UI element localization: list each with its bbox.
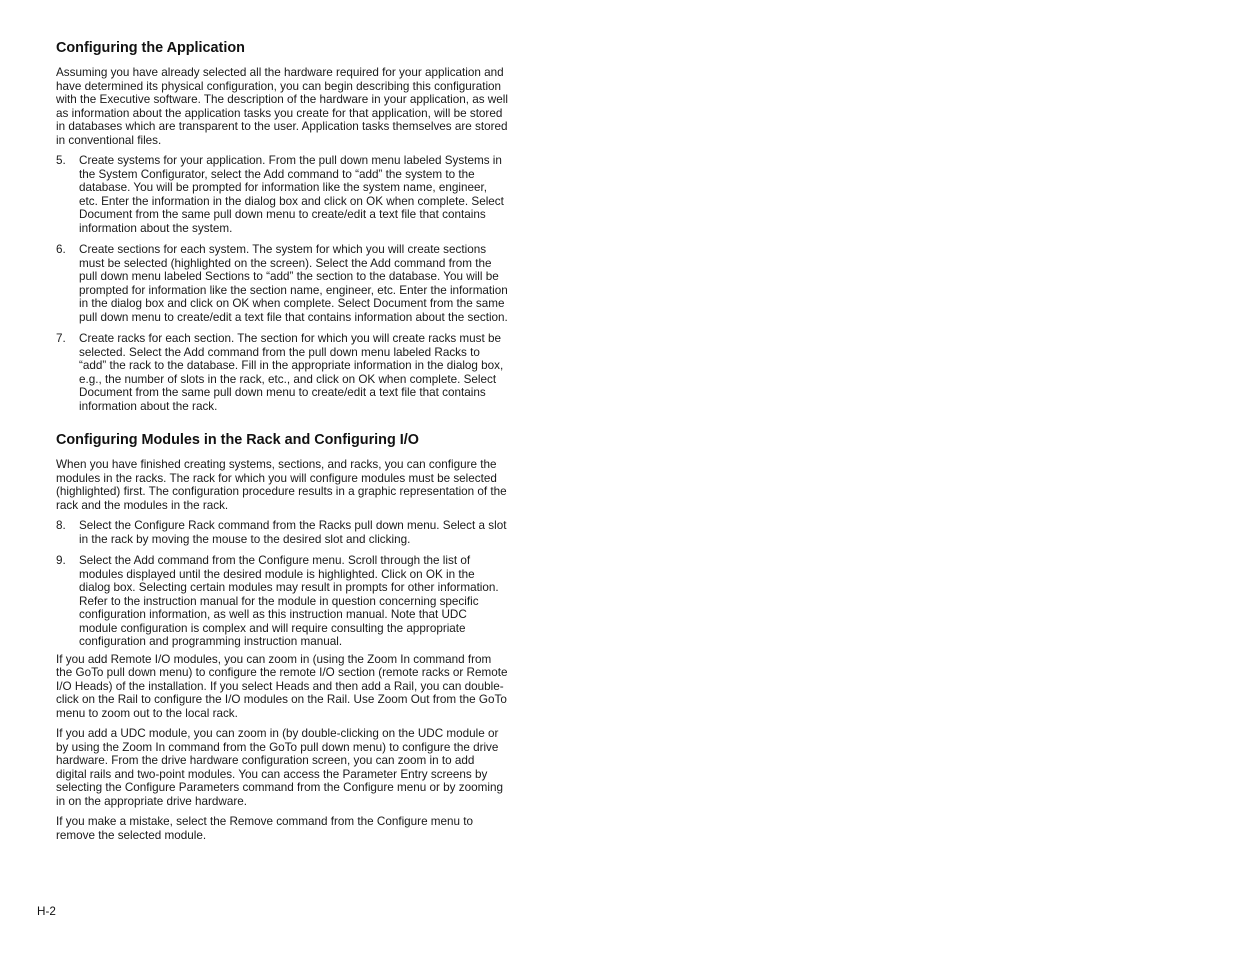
step-number: 6. xyxy=(56,243,66,256)
step-text: Select the Add command from the Configure menu. Scroll through the list of modules displayed until the desired module is highlighted. Click on OK in the dialog box. Selecting certain modules may result in prompts for other information. Refer to the instruction manual for the module in question concerning specific configuration information, as well as this instruction manual. Note that UDC module configuration is complex and will require consulting the appropriate configuration and programming instruction manual. xyxy=(79,554,499,648)
section-heading-configuring-application: Configuring the Application xyxy=(56,40,245,56)
intro-paragraph: Assuming you have already selected all the hardware required for your application and have determined its physical configuration, you can begin describing this configuration with the Executive software. The description of the hardware in your application, as well as information about the application tasks you create for that application, will be stored in databases which are transparent to the user. Application tasks themselves are stored in conventional files. xyxy=(56,66,508,147)
remote-io-paragraph: If you add Remote I/O modules, you can zoom in (using the Zoom In command from the GoTo pull down menu) to configure the remote I/O section (remote racks or Remote I/O Heads) of the installation. If you select Heads and then add a Rail, you can double-click on the Rail to configure the I/O modules on the Rail. Use Zoom Out from the GoTo menu to zoom out to the local rack. xyxy=(56,652,508,720)
udc-paragraph: If you add a UDC module, you can zoom in (by double-clicking on the UDC module or by using the Zoom In command from the GoTo pull down menu) to configure the drive hardware. From the drive hardware configuration screen, you can zoom in to add digital rails and two-point modules. You can access the Parameter Entry screens by selecting the Configure Parameters command from the Configure menu or by zooming in on the appropriate drive hardware. xyxy=(56,727,503,808)
step-number: 8. xyxy=(56,519,66,532)
section-gap xyxy=(56,421,508,432)
step-text: Create sections for each system. The system for which you will create sections must be selected (highlighted on the screen). Select the Add command from the pull down menu labeled Sections to “add” the section to the database. You will be prompted for information like the section name, engineer, etc. Enter the information in the dialog box and click on OK when complete. Select Document from the same pull down menu to create/edit a text file that contains information about the section. xyxy=(79,243,508,324)
step-7 xyxy=(56,332,508,413)
modules-intro-paragraph: When you have finished creating systems, sections, and racks, you can configure the modules in the racks. The rack for which you will configure modules must be selected (highlighted) first. The configuration procedure results in a graphic representation of the rack and the modules in the rack. xyxy=(56,458,507,512)
mistake-paragraph: If you make a mistake, select the Remove command from the Configure menu to remove the selected module. xyxy=(56,815,474,842)
page-number: H-2 xyxy=(37,905,56,918)
step-text: Create racks for each section. The section for which you will create racks must be selected. Select the Add command from the pull down menu labeled Racks to “add” the rack to the database. Fill in the appropriate information in the dialog box, e.g., the number of slots in the rack, etc., and click on OK when complete. Select Document from the same pull down menu to create/edit a text file that contains information about the rack. xyxy=(79,332,504,413)
step-number: 7. xyxy=(56,332,66,345)
step-text: Select the Configure Rack command from the Racks pull down menu. Select a slot in the rack by moving the mouse to the desired slot and clicking. xyxy=(79,519,507,546)
step-5 xyxy=(56,154,508,235)
step-6 xyxy=(56,243,508,324)
step-9 xyxy=(56,554,508,649)
step-text: Create systems for your application. From the pull down menu labeled Systems in the System Configurator, select the Add command to “add” the system to the database. You will be prompted for information like the system name, engineer, etc. Enter the information in the dialog box and click on OK when complete. Select Document from the same pull down menu to create/edit a text file that contains information about the system. xyxy=(79,154,504,235)
step-8 xyxy=(56,519,508,546)
step-number: 5. xyxy=(56,154,66,167)
step-number: 9. xyxy=(56,554,66,567)
section-heading-configuring-modules: Configuring Modules in the Rack and Configuring I/O xyxy=(56,432,419,448)
page-content xyxy=(56,40,508,849)
